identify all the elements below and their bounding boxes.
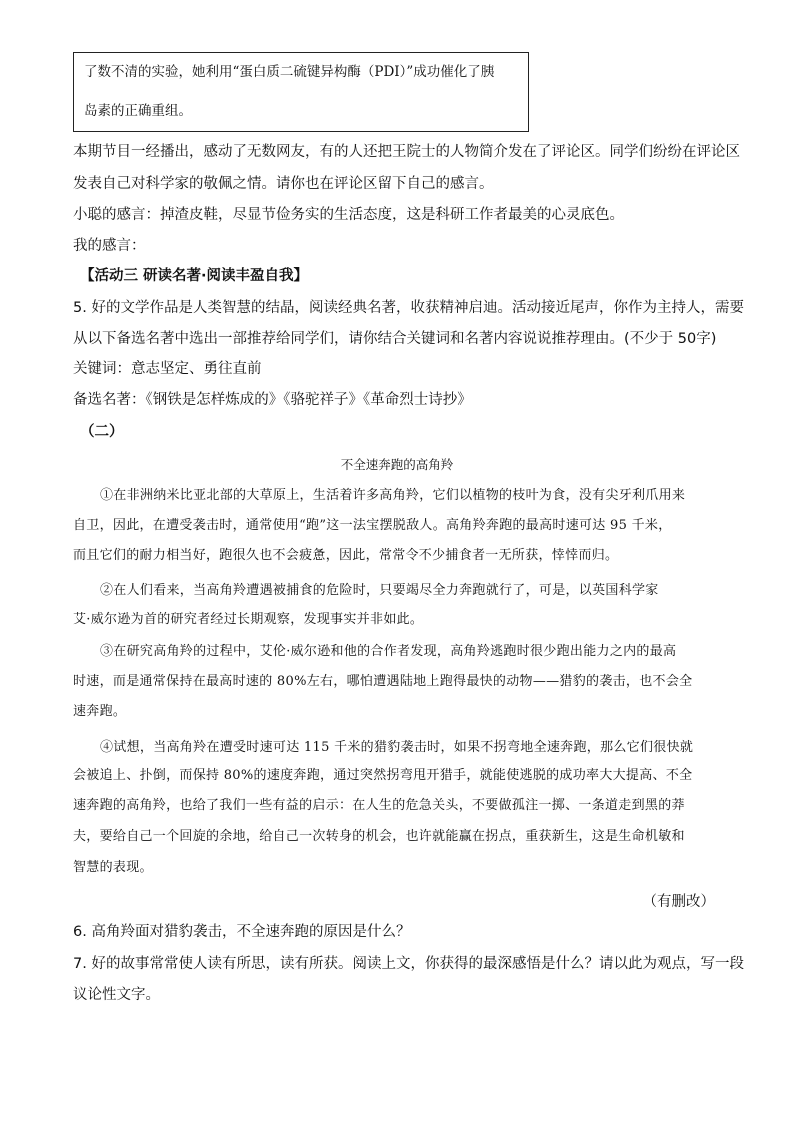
box-line: 岛素的正确重组。 <box>84 103 192 119</box>
article-line: 智慧的表现。 <box>73 860 153 875</box>
article-line: 时速，而是通常保持在最高时速的 80%左右，哪怕遭遇陆地上跑得最快的动物——猎豹的袭击，也不会全 <box>73 674 693 689</box>
paragraph-line: 发表自己对科学家的敬佩之情。请你也在评论区留下自己的感言。 <box>73 176 494 192</box>
article-line: 速奔跑。 <box>73 704 127 719</box>
article-line: ③在研究高角羚的过程中，艾伦·威尔逊和他的合作者发现，高角羚逃跑时很少跑出能力之内的最高 <box>100 644 677 659</box>
paragraph-line: 本期节目一经播出，感动了无数网友，有的人还把王院士的人物简介发在了评论区。同学们纷纷在评论区 <box>73 144 740 160</box>
activity-heading: 【活动三 研读名著·阅读丰盈自我】 <box>80 268 309 284</box>
article-title: 不全速奔跑的高角羚 <box>340 457 454 472</box>
article-line: 夫，要给自己一个回旋的余地，给自己一次转身的机会，也许就能赢在拐点，重获新生，这是生命机敏和 <box>73 829 685 844</box>
question-7-line: 7. 好的故事常常使人读有所思，读有所获。阅读上文，你获得的最深感悟是什么？请以此为观点，写一段 <box>73 956 744 972</box>
paragraph-line: 小聪的感言：掉渣皮鞋，尽显节俭务实的生活态度，这是科研工作者最美的心灵底色。 <box>73 207 624 223</box>
question-7-line: 议论性文字。 <box>73 987 160 1003</box>
article-line: ④试想，当高角羚在遭受时速可达 115 千米的猎豹袭击时，如果不拐弯地全速奔跑，那么它们很快就 <box>100 740 694 755</box>
article-line: 自卫，因此，在遭受袭击时，通常使用“跑”这一法宝摆脱敌人。高角羚奔跑的最高时速可达 95 千米， <box>73 518 672 533</box>
paragraph-line: 我的感言： <box>73 238 146 254</box>
article-line: ①在非洲纳米比亚北部的大草原上，生活着许多高角羚，它们以植物的枝叶为食，没有尖牙利爪用来 <box>100 488 686 503</box>
article-line: 艾·威尔逊为首的研究者经过长期观察，发现事实并非如此。 <box>73 612 424 627</box>
section-label: （二） <box>80 424 124 440</box>
question-6: 6. 高角羚面对猎豹袭击，不全速奔跑的原因是什么？ <box>73 924 411 940</box>
article-line: ②在人们看来，当高角羚遭遇被捕食的危险时，只要竭尽全力奔跑就行了，可是，以英国科学家 <box>100 583 659 598</box>
box-line: 了数不清的实验，她利用“蛋白质二硫键异构酶（PDI）”成功催化了胰 <box>84 64 495 80</box>
keywords-line: 关键词：意志坚定、勇往直前 <box>73 361 262 377</box>
article-line: 会被追上、扑倒，而保持 80%的速度奔跑，通过突然拐弯甩开猎手，就能使逃脱的成功率大大提高、不全 <box>73 768 693 783</box>
source-note: （有删改） <box>642 894 715 910</box>
question-5-line: 5. 好的文学作品是人类智慧的结晶，阅读经典名著，收获精神启迪。活动接近尾声，你作为主持人，需要 <box>73 300 744 316</box>
candidate-books-line: 备选名著：《钢铁是怎样炼成的》《骆驼祥子》《革命烈士诗抄》 <box>73 392 472 408</box>
article-line: 速奔跑的高角羚，也给了我们一些有益的启示：在人生的危急关头，不要做孤注一掷、一条道走到黑的莽 <box>73 798 685 813</box>
bordered-excerpt-box <box>73 52 529 132</box>
article-line: 而且它们的耐力相当好，跑很久也不会疲惫，因此，常常令不少捕食者一无所获，悻悻而归。 <box>73 548 619 563</box>
question-5-line: 从以下备选名著中选出一部推荐给同学们，请你结合关键词和名著内容说说推荐理由。(不少于 50字) <box>73 331 717 347</box>
